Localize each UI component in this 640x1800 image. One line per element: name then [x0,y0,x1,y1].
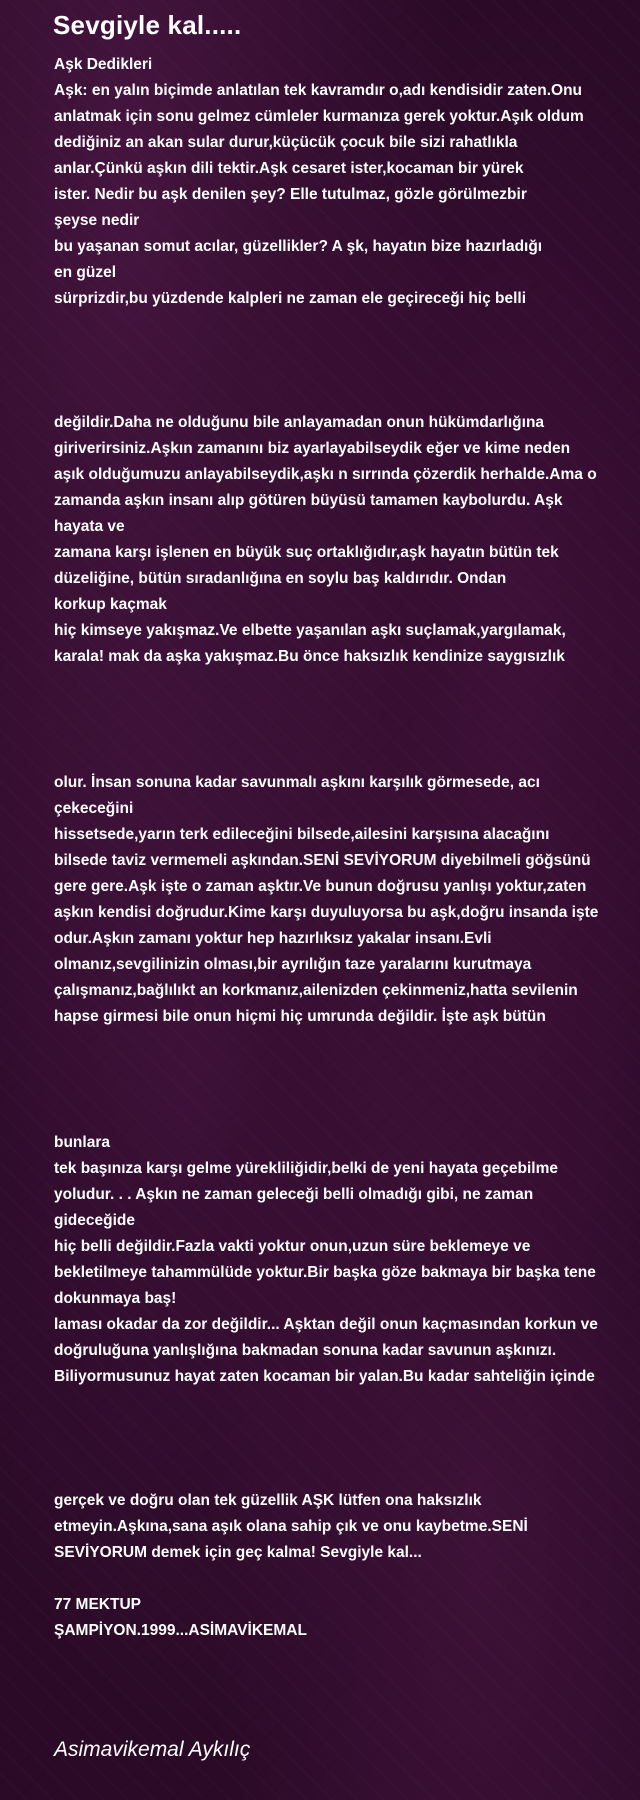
poem-line: odur.Aşkın zamanı yoktur hep hazırlıksız yakalar insanı.Evli [54,930,492,947]
poem-line: en güzel [54,264,117,281]
poem-line: dediğiniz an akan sular durur,küçücük çocuk bile sizi rahatlıkla [54,134,518,151]
poem-line: anlar.Çünkü aşkın dili tektir.Aşk cesaret ister,kocaman bir yürek [54,160,524,177]
poem-line: ŞAMPİYON.1999...ASİMAVİKEMAL [54,1622,307,1639]
poem-title: Sevgiyle kal..... [53,10,242,40]
poem-block-3 [54,770,626,1030]
poem-line: değildir.Daha ne olduğunu bile anlayamadan onun hükümdarlığına [54,414,545,431]
poem-block-5 [54,1488,626,1566]
poem-line: doğruluğuna yanlışlığına bakmadan sonuna kadar savunun aşkınızı. [54,1342,557,1359]
poem-line: 77 MEKTUP [54,1596,141,1613]
poem-line: zamanda aşkın insanı alıp götüren büyüsü tamamen kaybolurdu. Aşk [54,492,563,509]
poem-block-1 [54,52,626,312]
poem-line: gideceğide [54,1212,135,1229]
poem-line: Aşk: en yalın biçimde anlatılan tek kavramdır o,adı kendisidir zaten.Onu [54,82,583,99]
poem-line: bekletilmeye tahammülüde yoktur.Bir başka göze bakmaya bir başka tene [54,1264,596,1281]
poem-line: hayata ve [54,518,125,535]
poem-line: bunlara [54,1134,110,1151]
poem-line: çekeceğini [54,800,134,817]
poem-line: olmanız,sevgilinizin olması,bir ayrılığın taze yaralarını kurutmaya [54,956,532,973]
poem-line: etmeyin.Aşkına,sana aşık olana sahip çık ve onu kaybetme.SENİ [54,1518,528,1535]
poem-line: düzeliğine, bütün sıradanlığına en soylu baş kaldırıdır. Ondan [54,570,507,587]
poem-line: Aşk Dedikleri [54,56,153,73]
poem-block-2 [54,410,626,670]
poem-line: hapse girmesi bile onun hiçmi hiç umrunda değildir. İşte aşk bütün [54,1008,546,1025]
poem-line: korkup kaçmak [54,596,167,613]
poem-signature-block [54,1592,626,1644]
poem-line: gerçek ve doğru olan tek güzellik AŞK lütfen ona haksızlık [54,1492,482,1509]
poem-line: şeyse nedir [54,212,140,229]
poem-line: hiç kimseye yakışmaz.Ve elbette yaşanılan aşkı suçlamak,yargılamak, [54,622,566,639]
poem-line: giriverirsiniz.Aşkın zamanını biz ayarlayabilseydik eğer ve kime neden [54,440,571,457]
poem-line: olur. İnsan sonuna kadar savunmalı aşkını karşılık görmesede, acı [54,774,540,791]
poem-line: hiç belli değildir.Fazla vakti yoktur onun,uzun süre beklemeye ve [54,1238,531,1255]
poem-line: tek başınıza karşı gelme yürekliliğidir,belki de yeni hayata geçebilme [54,1160,558,1177]
poem-line: karala! mak da aşka yakışmaz.Bu önce haksızlık kendinize saygısızlık [54,648,565,665]
poem-line: SEVİYORUM demek için geç kalma! Sevgiyle kal... [54,1544,422,1561]
poem-line: zamana karşı işlenen en büyük suç ortaklığıdır,aşk hayatın bütün tek [54,544,559,561]
poem-line: dokunmaya baş! [54,1290,177,1307]
poem-line: ister. Nedir bu aşk denilen şey? Elle tutulmaz, gözle görülmezbir [54,186,527,203]
poem-line: hissetsede,yarın terk edileceğini bilsede,ailesini karşısına alacağını [54,826,550,843]
poem-line: anlatmak için sonu gelmez cümleler kurmanıza gerek yoktur.Aşık oldum [54,108,584,125]
poem-line: aşkın kendisi doğrudur.Kime karşı duyuluyorsa bu aşk,doğru insanda işte [54,904,599,921]
poem-line: çalışmanız,bağlılıkt an korkmanız,ailenizden çekinmeniz,hatta sevilenin [54,982,578,999]
poem-block-4 [54,1130,626,1390]
poem-line: Biliyormusunuz hayat zaten kocaman bir yalan.Bu kadar sahteliğin içinde [54,1368,595,1385]
poem-line: yoludur. . . Aşkın ne zaman geleceği belli olmadığı gibi, ne zaman [54,1186,534,1203]
poem-line: bu yaşanan somut acılar, güzellikler? A şk, hayatın bize hazırladığı [54,238,543,255]
poem-line: gere gere.Aşk işte o zaman aşktır.Ve bunun doğrusu yanlışı yoktur,zaten [54,878,587,895]
author-name: Asimavikemal Aykılıç [54,1738,251,1761]
poem-line: sürprizdir,bu yüzdende kalpleri ne zaman ele geçireceği hiç belli [54,290,527,307]
poem-line: aşık olduğumuzu anlayabilseydik,aşkı n sırrında çözerdik herhalde.Ama o [54,466,597,483]
poem-line: bilsede taviz vermemeli aşkından.SENİ SEVİYORUM diyebilmeli göğsünü [54,852,591,869]
poem-line: laması okadar da zor değildir... Aşktan değil onun kaçmasından korkun ve [54,1316,598,1333]
